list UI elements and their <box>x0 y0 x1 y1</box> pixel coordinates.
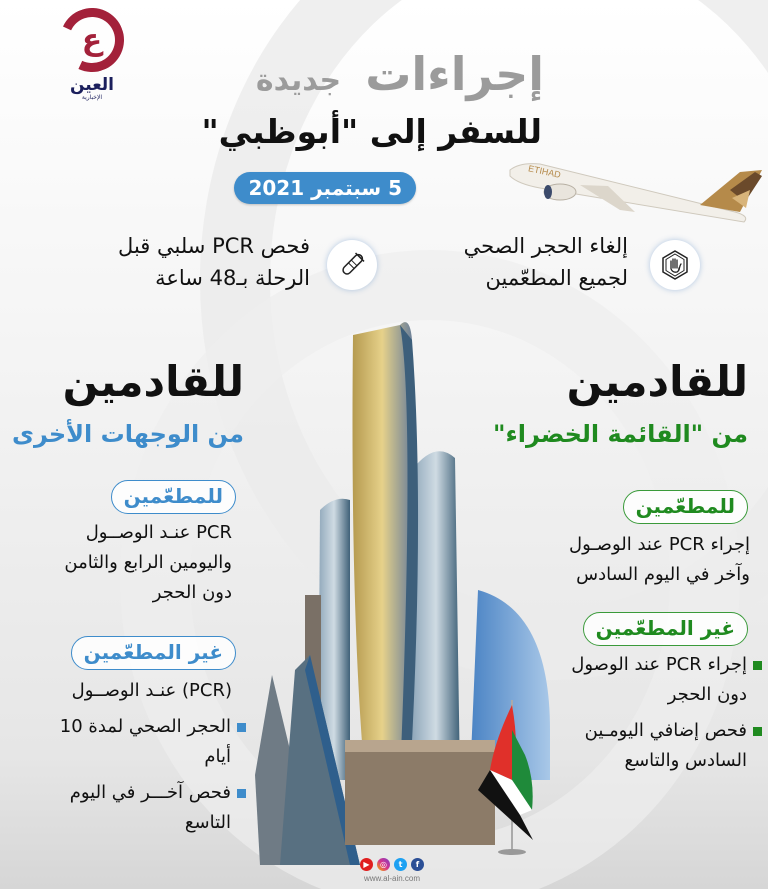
twitter-icon[interactable]: t <box>394 858 407 871</box>
instagram-icon[interactable]: ◎ <box>377 858 390 871</box>
logo-ring-icon <box>51 0 133 81</box>
brand-name: العين <box>69 75 115 95</box>
highlight-quarantine-cancel <box>464 230 628 294</box>
green-unvaccinated-details <box>571 650 762 776</box>
bullet-square-icon <box>753 661 762 670</box>
website-link[interactable]: www.al-ain.com <box>363 874 420 883</box>
green-unvaccinated-badge: غير المطعّمين <box>583 612 748 646</box>
footer <box>352 858 432 884</box>
bullet-line: التاسع <box>184 812 231 833</box>
other-destinations-heading: للقادمين <box>62 357 244 406</box>
other-vaccinated-details <box>64 518 232 608</box>
highlight-line: الرحلة بـ48 ساعة <box>155 266 310 290</box>
test-tube-icon <box>337 250 367 280</box>
bullet-line: الحجر الصحي لمدة 10 <box>59 716 231 737</box>
green-list-heading: للقادمين <box>566 357 748 406</box>
bullet-line: السادس والتاسع <box>624 750 747 771</box>
bullet-line: إجراء PCR عند الوصول <box>571 654 747 675</box>
highlight-pcr-test <box>118 230 310 294</box>
svg-text:ETIHAD: ETIHAD <box>527 163 562 180</box>
airplane-image <box>500 150 768 235</box>
other-unvaccinated-details <box>60 712 246 838</box>
quarantine-cancel-icon-circle <box>650 240 700 290</box>
page-title <box>256 46 544 109</box>
green-vaccinated-details <box>569 530 750 590</box>
stop-hand-icon <box>660 250 690 280</box>
youtube-icon[interactable]: ▶ <box>360 858 373 871</box>
bullet-line: فحص آخـــر في اليوم <box>69 782 231 803</box>
title-main: إجراءات <box>365 47 544 101</box>
detail-line: دون الحجر <box>152 582 232 603</box>
detail-line: PCR عنـد الوصــول <box>85 522 232 543</box>
pcr-test-icon-circle <box>327 240 377 290</box>
highlight-line: لجميع المطعّمين <box>485 266 628 290</box>
bullet-item <box>571 650 762 710</box>
bullet-square-icon <box>237 723 246 732</box>
detail-line: واليومين الرابع والثامن <box>64 552 232 573</box>
title-main-suffix: جديدة <box>255 63 342 98</box>
other-destinations-subheading: من الوجهات الأخرى <box>11 420 244 448</box>
bullet-line: أيام <box>204 746 231 767</box>
abu-dhabi-skyline-image <box>250 310 550 865</box>
other-vaccinated-badge: للمطعّمين <box>111 480 236 514</box>
bullet-item <box>60 778 246 838</box>
date-badge: 5 سبتمبر 2021 <box>234 172 416 204</box>
green-list-subheading: من "القائمة الخضراء" <box>493 420 748 448</box>
other-unvaccinated-badge: غير المطعّمين <box>71 636 236 670</box>
brand-tagline: الإخبارية <box>81 94 103 101</box>
detail-line: وآخر في اليوم السادس <box>576 564 750 585</box>
bullet-square-icon <box>753 727 762 736</box>
bullet-square-icon <box>237 789 246 798</box>
bullet-item <box>60 712 246 772</box>
bullet-line: فحص إضافي اليومـين <box>584 720 747 741</box>
bullet-line: دون الحجر <box>667 684 747 705</box>
facebook-icon[interactable]: f <box>411 858 424 871</box>
highlight-line: فحص PCR سلبي قبل <box>118 234 310 258</box>
green-vaccinated-badge: للمطعّمين <box>623 490 748 524</box>
logo-glyph: ع <box>81 22 103 58</box>
social-links <box>352 858 432 871</box>
bullet-item <box>571 716 762 776</box>
page-subtitle: للسفر إلى "أبوظبي" <box>201 112 542 151</box>
highlight-line: إلغاء الحجر الصحي <box>463 234 628 258</box>
other-unvaccinated-intro: (PCR) عنـد الوصــول <box>71 680 232 701</box>
brand-logo <box>52 8 132 101</box>
detail-line: إجراء PCR عند الوصـول <box>569 534 750 555</box>
